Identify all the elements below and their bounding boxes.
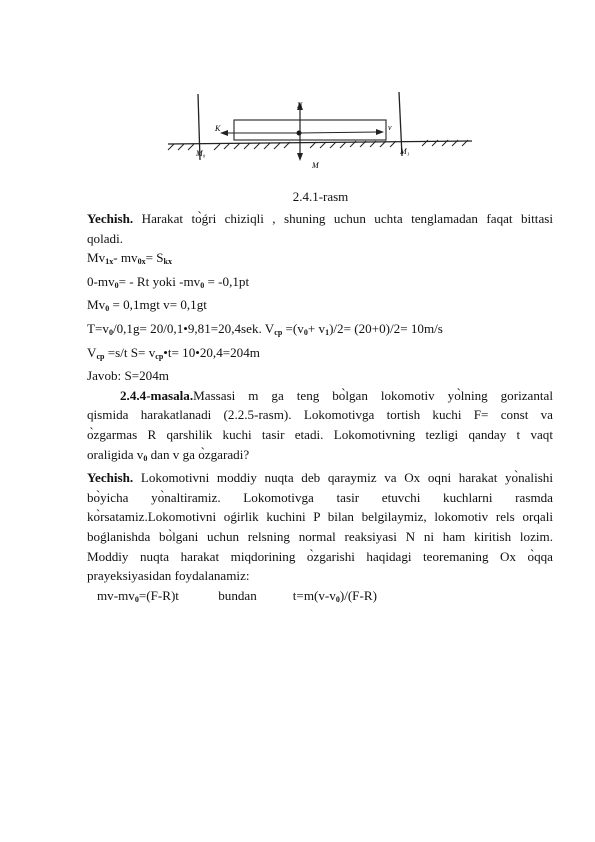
final-equation-line: $mv-mv_0=(F-R)t$ bundan $t=m(v-v_0)/(F-R)$ <box>97 587 377 604</box>
answer-line: Javob: S=204m <box>87 368 169 384</box>
text-span: Harakat tо̀ǵri chiziqli , shuning uchun uchta tenglamadan faqat bittasi <box>133 211 553 226</box>
label-N: N <box>297 101 303 110</box>
equation-line: $0-mv_0= - Rt$ yoki $-mv_0 = -0,1pt$ <box>87 273 250 290</box>
paragraph-line: Yechish. Lokomotivni moddiy nuqta deb qaraymiz va Ox oqni harakat yо̀nalishi <box>87 470 553 486</box>
paragraph-line: prayeksiyasidan foydalanamiz: <box>87 568 250 584</box>
equation-line: $V_{cp} =s/t$ $S= v_{cp}•t=$ 10•20,4=204m <box>87 344 260 361</box>
label-yechish: Yechish. <box>87 211 134 226</box>
paragraph-line: bо̀yicha yо̀naltiramiz. Lokomotivga tasir etuvchi kuchlarni rasmda <box>87 489 553 505</box>
weight-arrowhead <box>297 153 303 161</box>
paragraph-line: qoladi. <box>87 230 124 246</box>
label-yechish: Yechish. <box>87 470 134 486</box>
velocity-line <box>299 132 378 133</box>
paragraph-line: boǵlanishda bо̀lgani uchun relsning normal reaksiyasi N ni ham kiritish lozim. <box>87 528 553 544</box>
paragraph-line: qismida harakatlanadi (2.2.5-rasm). Lokomotivga tortish kuchi F= const va <box>87 407 553 423</box>
equation-line: $T=v_0/0,1g=$ 20/0,1•9,81=20,4sek. $V_{cp} =(v_0+ v_1)/2= (20+0)/2= 10m/s$ <box>87 320 443 337</box>
paragraph-line: 2.4.4-masala.Massasi m ga teng bо̀lgan lokomotiv yо̀lning gorizantal <box>120 387 553 403</box>
label-M0: M₀ <box>196 149 206 158</box>
velocity-arrowhead <box>376 129 384 135</box>
problem-number: 2.4.4-masala. <box>120 387 194 403</box>
paragraph-line: Moddiy nuqta harakat miqdorining о̀zgarishi haqidagi teoremaning Ox о̀qqa <box>87 548 553 564</box>
figure-locomotive-diagram <box>160 86 480 176</box>
label-M: M <box>312 161 319 170</box>
label-K: K <box>215 124 221 133</box>
paragraph-line: oraligida $v_0$ dan v ga о̀zgaradi? <box>87 446 250 463</box>
paragraph-line: kо̀rsatamiz.Lokomotivni oǵirlik kuchini P bilan belgilaymiz, lokomotiv rels orqali <box>87 509 553 525</box>
resistance-force-arrowhead <box>220 130 228 136</box>
label-v: v <box>388 123 392 132</box>
document-body <box>87 209 553 609</box>
figure-caption: 2.4.1-rasm <box>292 189 349 204</box>
equation-line: $Mv_0 = 0,1mgt$ v= 0,1gt <box>87 297 207 314</box>
equation-line: $Mv_{1x}-$ $mv_{0x}= S_{kx}$ <box>87 250 172 267</box>
locomotive-body <box>234 120 386 140</box>
label-M1: M₁ <box>400 147 410 156</box>
paragraph-line: о̀zgarmas R qarshilik kuchi tasir etadi. Lokomotivning tezligi qanday t vaqt <box>87 426 553 442</box>
paragraph-line <box>87 209 553 229</box>
diagram-svg <box>160 86 480 176</box>
